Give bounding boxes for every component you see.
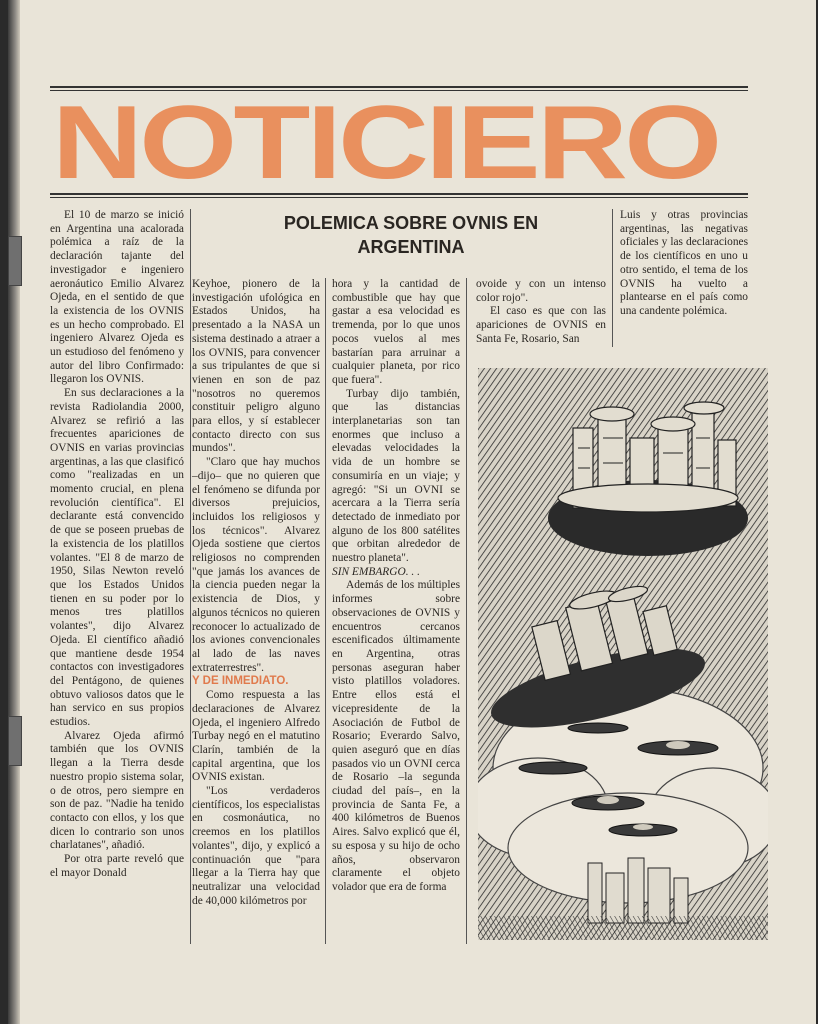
bottom-rule-thin <box>50 197 748 198</box>
column-divider <box>466 278 467 944</box>
bottom-rule <box>50 193 748 195</box>
top-rule-thin <box>50 90 748 91</box>
paragraph: Como respuesta a las declaraciones de Alvarez Ojeda, el ingeniero Alfredo Turbay negó en el matutino Clarín, también de la capital argentina, que los OVNIS existan. <box>192 689 320 784</box>
paragraph: "Claro que hay muchos –dijo– que no quieren que el fenómeno se difunda por diversos prejuicios, incluidos los religiosos y los técnicos". Alvarez Ojeda sostiene que ciertos religiosos no comprenden "que jamás los avances de la ciencia pueden negar la existencia de Dios, y algunos técnicos no quieren reconocer lo actualizado de los aviones convencionales al lado de las naves extraterrestres". <box>192 456 320 674</box>
paragraph: ovoide y con un intenso color rojo". <box>476 278 606 304</box>
paragraph: Luis y otras provincias argentinas, las negativas oficiales y las declaraciones de los científicos en uno u otro sentido, el tema de los OVNIS ha vuelto a plantearse en el país como una candente polémica. <box>620 209 748 317</box>
article-column-5 <box>620 209 748 319</box>
article-headline <box>252 211 570 259</box>
article-column-1 <box>50 209 184 880</box>
paragraph: Alvarez Ojeda afirmó también que los OVNIS llegan a la Tierra desde nuestro propio sistema solar, o de otros, pero siempre en son de paz. "Nadie ha tenido contacto con ellos, y los que dicen lo contrario son unos charlatanes", añadió. <box>50 729 184 852</box>
masthead-title: NOTICIERO <box>52 93 719 193</box>
article-column-3 <box>332 278 460 895</box>
paragraph: El caso es que con las apariciones de OVNIS en Santa Fe, Rosario, San <box>476 305 606 345</box>
paragraph: Keyhoe, pionero de la investigación ufológica en Estados Unidos, ha presentado a la NASA un sistema destinado a atraer a los OVNIS, para convencer a sus tripulantes de que si vienen en son de paz "nosotros no queremos constituir peligro alguno para ellos, y sí establecer contacto directo con sus mundos". <box>192 278 320 455</box>
column-divider <box>190 209 191 944</box>
column-divider <box>325 278 326 944</box>
top-rule <box>50 86 748 88</box>
paragraph: hora y la cantidad de combustible que hay que gastar a esa velocidad es tremenda, por lo que unos pocos vuelos al mes bastarían para arruinar a cualquier planeta, por rico que fuera". <box>332 278 460 386</box>
paragraph: En sus declaraciones a la revista Radiolandia 2000, Alvarez se refirió a las frecuentes apariciones de OVNIS en varias provincias argentinas, a las que clasificó como "realizadas en un momento crucial, en plena revolución científica". El declarante está convencido de que se poseen pruebas de la existencia de los platillos volantes. "El 8 de marzo de 1950, Silas Newton reveló que los Estados Unidos tienen en su poder por lo menos tres platillos volantes", dijo Alvarez Ojeda. El científico añadió que mantiene desde 1954 contactos con investigadores del Pentágono, de quienes obtuvo valiosos datos que le han servico en sus propios estudios. <box>50 387 184 729</box>
headline-line-1: POLEMICA SOBRE OVNIS EN <box>283 213 539 233</box>
paragraph: Turbay dijo también, que las distancias interplanetarias son tan enormes que incluso a elevadas velocidades la vida de un hombre se consumiría en un viaje; y agregó: "Si un OVNI se acercara a la Tierra sería detectado de inmediato por alguno de los 800 satélites que orbitan alrededor de nuestro planeta". <box>332 387 460 565</box>
article-column-2 <box>192 278 320 908</box>
subhead-y-de-inmediato: Y DE INMEDIATO. <box>192 675 289 688</box>
article-column-4 <box>476 278 606 347</box>
binding-edge <box>8 0 20 1024</box>
column-divider <box>612 209 613 347</box>
paragraph: "Los verdaderos científicos, los especialistas en cosmonáutica, no creemos en los platillos volantes", dijo, y explicó a continuación que "para llegar a la Tierra hay que neutralizar una velocidad de 40,000 kilómetros por <box>192 785 320 907</box>
paragraph: Además de los múltiples informes sobre observaciones de OVNIS y encuentros cercanos escenificados últimamente en Argentina, otras personas aseguran haber visto platillos voladores. Entre ellos está el vicepresidente de la Asociación de Futbol de Rosario; Everardo Salvo, quien aseguró que en días pasados vio un OVNI cerca de Rosario –la segunda ciudad del país–, en la provincia de Santa Fe, a 400 kilómetros de Buenos Aires. Salvo explicó que él, su esposa y su hijo de ocho años, observaron claramente el objeto volador que era de forma <box>332 579 460 893</box>
subhead-sin-embargo: SIN EMBARGO. . . <box>332 565 420 578</box>
headline-line-2: ARGENTINA <box>357 237 465 257</box>
binder-clip <box>8 716 22 766</box>
paragraph: El 10 de marzo se inició en Argentina una acalorada polémica a raíz de la declaración tajante del investigador e ingeniero aeronáutico Emilio Alvarez Ojeda, en el sentido de que la existencia de los OVNIS es un hecho comprobado. El ingeniero Alvarez Ojeda es un estudioso del fenómeno y autor del libro Confirmado: llegaron los OVNIS. <box>50 209 184 386</box>
ufo-city-illustration <box>478 368 768 940</box>
binder-clip <box>8 236 22 286</box>
paragraph: Por otra parte reveló que el mayor Donald <box>50 853 184 879</box>
magazine-page <box>8 0 816 1024</box>
